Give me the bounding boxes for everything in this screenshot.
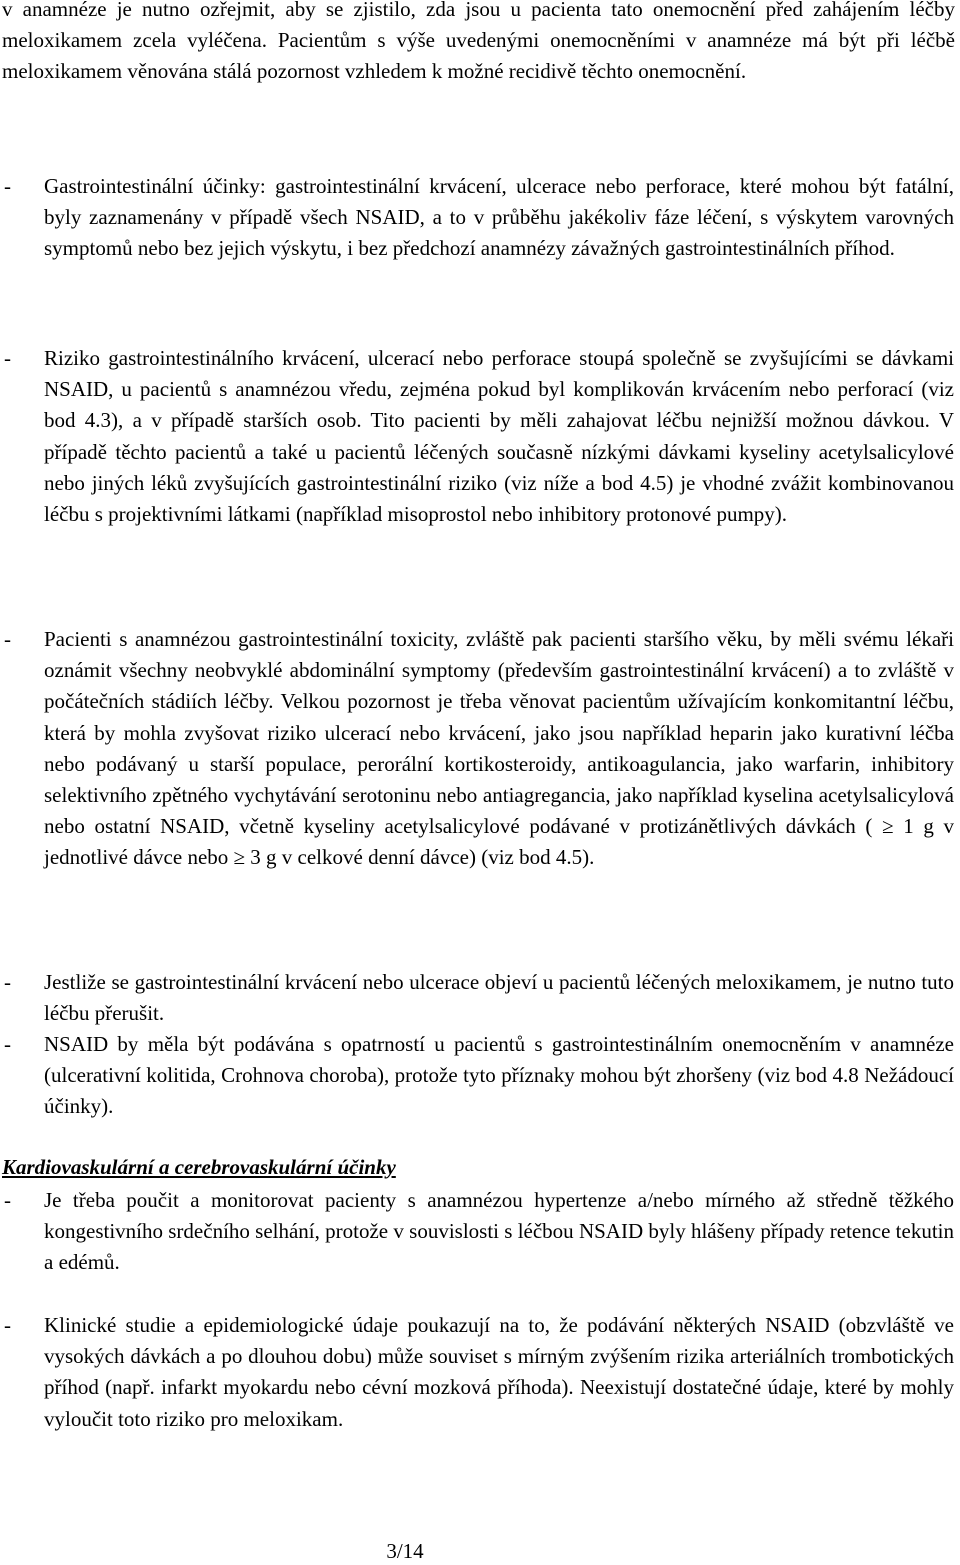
bullet-dash: - <box>4 970 11 994</box>
bullet-dash: - <box>4 1188 11 1212</box>
bullet-text: Klinické studie a epidemiologické údaje poukazují na to, že podávání některých NSAID (obzvláště ve vysokých dávkách a po dlouhou dobu) může souviset s mírným zvýšením rizika arteriálních trombotických příhod (např. infarkt myokardu nebo cévní mozková příhoda). Neexistují dostatečné údaje, které by mohly vyloučit toto riziko pro meloxikam. <box>44 1313 954 1431</box>
bullet-text: Riziko gastrointestinálního krvácení, ulcerací nebo perforace stoupá společně se zvyšujícími se dávkami NSAID, u pacientů s anamnézou vředu, zejména pokud byl komplikován krvácením nebo perforací (viz bod 4.3), a v případě starších osob. Tito pacienti by měli zahajovat léčbu nejnižší možnou dávkou. V případě těchto pacientů a také u pacientů léčených současně nízkými dávkami kyseliny acetylsalicylové nebo jiných léků zvyšujících gastrointestinální riziko (viz níže a bod 4.5) je vhodné zvážit kombinovanou léčbu s projektivními látkami (například misoprostol nebo inhibitory protonové pumpy). <box>44 346 954 527</box>
bullet-dash: - <box>4 627 11 651</box>
bullet-dash: - <box>4 1032 11 1056</box>
bullet-dash: - <box>4 346 11 370</box>
bullet-text: Pacienti s anamnézou gastrointestinální toxicity, zvláště pak pacienti staršího věku, by měli svému lékaři oznámit všechny neobvyklé abdominální symptomy (především gastrointestinální krvácení) a to zvláště v počátečních stádiích léčby. Velkou pozornost je třeba věnovat pacientům užívajícím konkomitantní léčbu, která by mohla zvyšovat riziko ulcerací nebo krvácení, jako jsou například heparin jako kurativní léčba nebo podávaný u starší populace, perorální kortikosteroidy, antikoagulancia, jako warfarin, inhibitory selektivního zpětného vychytávání serotoninu nebo antiagregancia, jako například kyselina acetylsalicylová nebo ostatní NSAID, včetně kyseliny acetylsalicylové podávané v protizánětlivých dávkách ( ≥ 1 g v jednotlivé dávce nebo ≥ 3 g v celkové denní dávce) (viz bod 4.5). <box>44 627 954 870</box>
bullet-gi-toxicity-history <box>0 624 955 874</box>
bullet-dash: - <box>4 1313 11 1337</box>
bullet-text: Jestliže se gastrointestinální krvácení nebo ulcerace objeví u pacientů léčených meloxikamem, je nutno tuto léčbu přerušit. <box>44 970 954 1026</box>
bullet-gi-treatment-stop <box>0 967 955 1029</box>
page-number: 3/14 <box>386 1539 424 1563</box>
bullet-dash: - <box>4 174 11 198</box>
bullet-thrombotic-risk <box>0 1310 955 1435</box>
bullet-text: Gastrointestinální účinky: gastrointestinální krvácení, ulcerace nebo perforace, které mohou být fatální, byly zaznamenány v případě všech NSAID, a to v průběhu jakékoliv fáze léčení, s výskytem varovných symptomů nebo bez jejich výskytu, i bez předchozí anamnézy závažných gastrointestinálních příhod. <box>44 174 954 261</box>
bullet-gi-effects <box>0 171 955 265</box>
bullet-text: Je třeba poučit a monitorovat pacienty s anamnézou hypertenze a/nebo mírného až středně těžkého kongestivního srdečního selhání, protože v souvislosti s léčbou NSAID byly hlášeny případy retence tekutin a edémů. <box>44 1188 954 1275</box>
section-heading: Kardiovaskulární a cerebrovaskulární účinky <box>2 1155 396 1179</box>
bullet-nsaid-caution <box>0 1029 955 1123</box>
bullet-hypertension <box>0 1185 955 1279</box>
bullet-text: NSAID by měla být podávána s opatrností u pacientů s gastrointestinálním onemocněním v anamnéze (ulcerativní kolitida, Crohnova choroba), protože tyto příznaky mohou být zhoršeny (viz bod 4.8 Nežádoucí účinky). <box>44 1032 954 1119</box>
bullet-gi-bleeding-risk <box>0 343 955 530</box>
intro-paragraph: v anamnéze je nutno ozřejmit, aby se zjistilo, zda jsou u pacienta tato onemocnění před zahájením léčby meloxikamem zcela vyléčena. Pacientům s výše uvedenými onemocněními v anamnéze má být při léčbě meloxikamem věnována stálá pozornost vzhledem k možné recidivě těchto onemocnění. <box>2 0 955 84</box>
